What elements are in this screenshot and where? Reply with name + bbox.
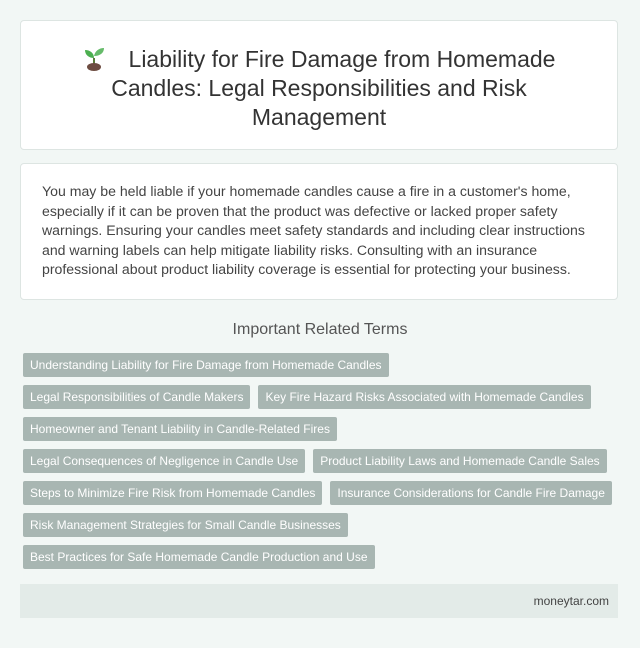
tag-row [23,481,623,505]
tag-row [23,385,623,409]
related-term-tag[interactable]: Steps to Minimize Fire Risk from Homemade Candles [23,481,322,505]
related-term-tag[interactable]: Risk Management Strategies for Small Candle Businesses [23,513,348,537]
related-term-tag[interactable]: Best Practices for Safe Homemade Candle Production and Use [23,545,375,569]
related-term-tag[interactable]: Key Fire Hazard Risks Associated with Homemade Candles [258,385,590,409]
footer [20,584,618,618]
site-link[interactable]: moneytar.com [533,594,609,608]
tag-row [23,513,623,537]
related-terms-list [23,353,623,577]
related-term-tag[interactable]: Understanding Liability for Fire Damage from Homemade Candles [23,353,389,377]
summary-card [20,163,618,300]
tag-row [23,545,623,569]
related-term-tag[interactable]: Legal Consequences of Negligence in Candle Use [23,449,305,473]
sprout-icon [83,45,105,71]
related-term-tag[interactable]: Homeowner and Tenant Liability in Candle-Related Fires [23,417,337,441]
summary-text: You may be held liable if your homemade candles cause a fire in a customer's home, especially if it can be proven that the product was defective or lacked proper safety warnings. Ensuring your candles meet safety standards and including clear instructions and warning labels can help mitigate liability risks. Consulting with an insurance professional about product liability coverage is essential for protecting your business. [42,183,585,278]
related-term-tag[interactable]: Insurance Considerations for Candle Fire Damage [330,481,611,505]
related-term-tag[interactable]: Legal Responsibilities of Candle Makers [23,385,250,409]
tag-row [23,449,623,473]
related-term-tag[interactable]: Product Liability Laws and Homemade Candle Sales [313,449,607,473]
tag-row [23,353,623,377]
tag-row [23,417,623,441]
related-terms-heading: Important Related Terms [232,321,408,338]
page-title [51,45,587,132]
page-title-text: Liability for Fire Damage from Homemade Candles: Legal Responsibilities and Risk Management [111,46,556,130]
title-card [20,20,618,150]
